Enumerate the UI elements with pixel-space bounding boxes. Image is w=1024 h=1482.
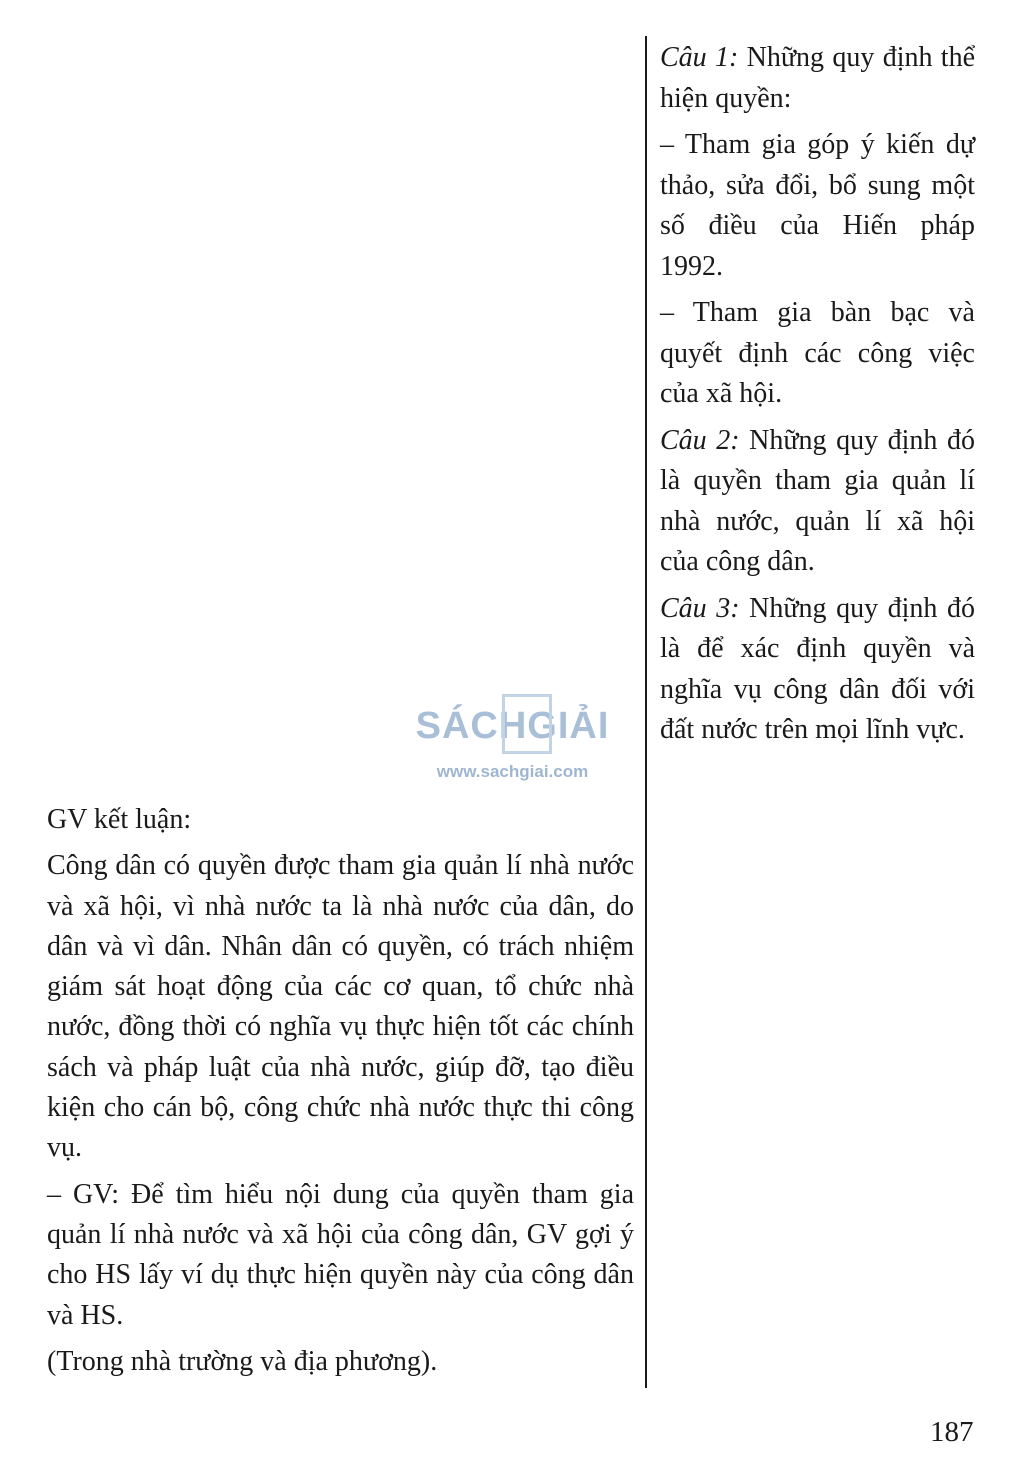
teacher-guidance-paragraph: – GV: Để tìm hiểu nội dung của quyền tham gia quản lí nhà nước và xã hội của công dân, GV gợi ý cho HS lấy ví dụ thực hiện quyền này của công dân và HS. bbox=[47, 1178, 634, 1331]
question-1-item-2: – Tham gia bàn bạc và quyết định các công việc của xã hội. bbox=[660, 297, 975, 409]
conclusion-paragraph: Công dân có quyền được tham gia quản lí nhà nước và xã hội, vì nhà nước ta là nhà nước của dân, do dân và vì dân. Nhân dân có quyền, có trách nhiệm giám sát hoạt động của các cơ quan, tổ chức nhà nước, đồng thời có nghĩa vụ thực hiện tốt các chính sách và pháp luật của nhà nước, giúp đỡ, tạo điều kiện cho cán bộ, công chức nhà nước thực thi công vụ. bbox=[47, 850, 634, 1164]
question-3-text: Những quy định đó là để xác định quyền và nghĩa vụ công dân đối với đất nước trên mọi lĩnh vực. bbox=[660, 592, 975, 745]
question-1-text: Những quy định thể hiện quyền: bbox=[660, 42, 975, 114]
question-1 bbox=[660, 38, 975, 119]
watermark-frame-icon bbox=[502, 694, 552, 754]
watermark-url: www.sachgiai.com bbox=[436, 762, 589, 781]
watermark-brand bbox=[410, 690, 615, 762]
question-1-item-1: – Tham gia góp ý kiến dự thảo, sửa đổi, bổ sung một số điều của Hiến pháp 1992. bbox=[660, 129, 975, 282]
question-1-label: Câu 1: bbox=[660, 42, 739, 73]
question-3 bbox=[660, 589, 975, 751]
question-3-label: Câu 3: bbox=[660, 592, 740, 624]
question-2-label: Câu 2: bbox=[660, 424, 740, 456]
column-divider bbox=[645, 36, 647, 1388]
watermark-logo bbox=[410, 690, 615, 790]
left-column bbox=[47, 800, 634, 1388]
context-note: (Trong nhà trường và địa phương). bbox=[47, 1345, 438, 1377]
page-number: 187 bbox=[930, 1416, 974, 1448]
right-column bbox=[660, 38, 975, 757]
conclusion-heading: GV kết luận: bbox=[47, 804, 192, 835]
watermark-brand-text: SÁCHGIẢI bbox=[415, 705, 610, 747]
question-2-text: Những quy định đó là quyền tham gia quản lí nhà nước, quản lí xã hội của công dân. bbox=[660, 424, 975, 577]
question-2 bbox=[660, 421, 975, 583]
